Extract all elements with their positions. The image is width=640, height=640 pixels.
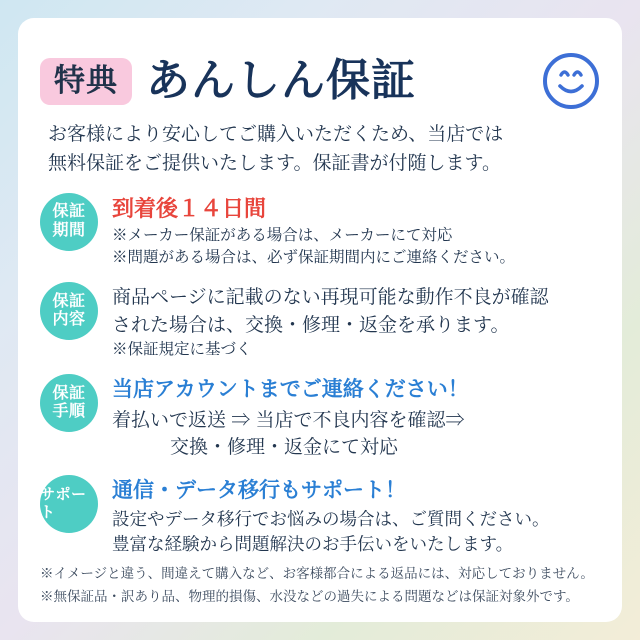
lead-line-2: 無料保証をご提供いたします。保証書が付随します。 bbox=[48, 153, 501, 175]
section-line: 交換・修理・返金にて対応 bbox=[170, 437, 399, 459]
section-headline: 通信・データ移行もサポート！ bbox=[112, 478, 406, 502]
section-line: 着払いで返送 ⇒ 当店で不良内容を確認⇒ bbox=[112, 409, 465, 431]
chip-warranty-period bbox=[40, 193, 98, 251]
chip-line-1: 保証 bbox=[52, 292, 86, 310]
section-support bbox=[40, 475, 600, 557]
warranty-card bbox=[18, 18, 622, 622]
section-body bbox=[112, 193, 600, 270]
chip-line-1: サポート bbox=[40, 486, 87, 521]
section-line: ※保証規定に基づく bbox=[112, 341, 252, 359]
header bbox=[40, 52, 600, 110]
section-warranty-content bbox=[40, 282, 600, 361]
chip-warranty-procedure bbox=[40, 374, 98, 432]
smiley-face-icon bbox=[542, 52, 600, 110]
section-line: ※問題がある場合は、必ず保証期間内にご連絡ください。 bbox=[112, 249, 516, 267]
benefit-badge: 特典 bbox=[40, 58, 132, 105]
section-body bbox=[112, 374, 600, 461]
chip-line-2: 手順 bbox=[52, 403, 86, 421]
lead-line-1: お客様により安心してご購入いただくため、当店では bbox=[48, 124, 504, 145]
footer-note-2: ※無保証品・訳あり品、物理的損傷、水没などの過失による問題などは保証対象外です。 bbox=[40, 588, 579, 604]
section-warranty-period bbox=[40, 193, 600, 270]
section-headline: 当店アカウントまでご連絡ください！ bbox=[112, 378, 469, 402]
chip-line-1: 保証 bbox=[52, 203, 86, 220]
section-line: 商品ページに記載のない再現可能な動作不良が確認 bbox=[112, 287, 549, 309]
footer-note-1: ※イメージと違う、間違えて購入など、お客様都合による返品には、対応しておりません。 bbox=[40, 566, 594, 582]
section-warranty-procedure bbox=[40, 374, 600, 461]
chip-warranty-content bbox=[40, 282, 98, 340]
lead-paragraph bbox=[48, 120, 600, 179]
section-line: 設定やデータ移行でお悩みの場合は、ご質問ください。 bbox=[112, 509, 550, 530]
section-body bbox=[112, 475, 600, 557]
section-headline: 到着後１４日間 bbox=[112, 195, 267, 221]
chip-line-1: 保証 bbox=[52, 384, 86, 402]
page-title: あんしん保証 bbox=[146, 56, 416, 105]
section-body bbox=[112, 282, 600, 361]
section-line: 豊富な経験から問題解決のお手伝いをいたします。 bbox=[112, 534, 514, 554]
section-line: された場合は、交換・修理・返金を承ります。 bbox=[112, 314, 510, 336]
footer-notes bbox=[40, 563, 600, 608]
chip-line-2: 内容 bbox=[52, 311, 86, 329]
chip-support bbox=[40, 475, 98, 533]
section-line: ※メーカー保証がある場合は、メーカーにて対応 bbox=[112, 227, 453, 245]
chip-line-2: 期間 bbox=[52, 221, 86, 239]
